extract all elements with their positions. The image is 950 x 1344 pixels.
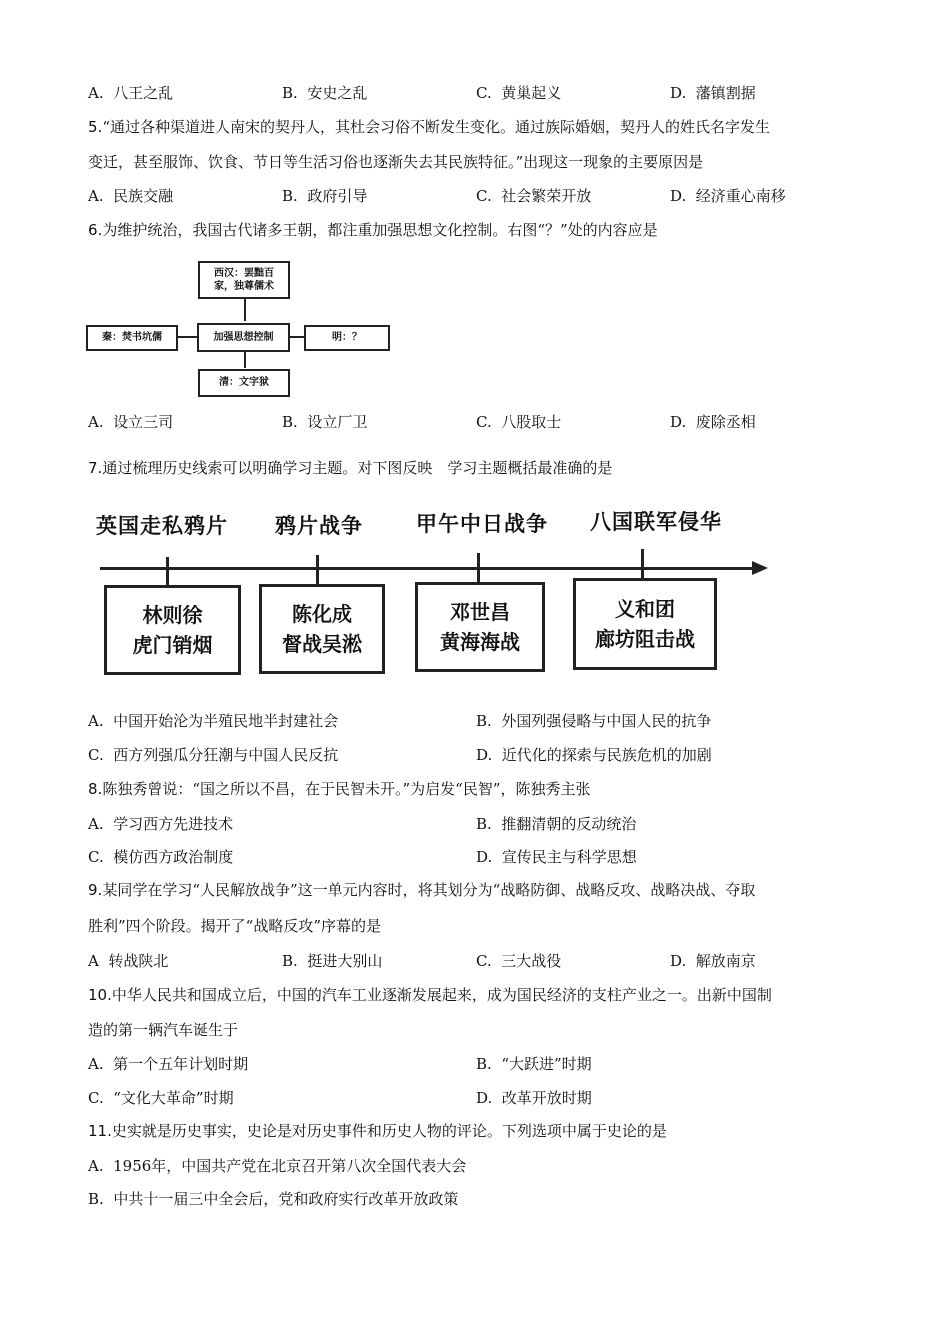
q7-number: 7. xyxy=(88,459,103,477)
timeline-box-1-l1: 林则徐 xyxy=(142,603,203,627)
timeline-box-4-l2: 廊坊阻击战 xyxy=(595,627,695,651)
q9-option-b: B. 挺进大别山 xyxy=(282,952,383,970)
q11-text: 史实就是历史事实，史论是对历史事件和历史人物的评论。下列选项中属于史论的是 xyxy=(111,1122,667,1140)
timeline-box-1 xyxy=(104,585,241,675)
q9-stem-line2: 胜利”四个阶段。揭开了“战略反攻”序幕的是 xyxy=(88,917,382,935)
q8-option-a: A. 学习西方先进技术 xyxy=(88,815,234,833)
timeline-box-3 xyxy=(415,582,545,672)
q8-option-d: D. 宣传民主与科学思想 xyxy=(476,848,637,866)
q7-stem xyxy=(88,457,612,478)
q10-option-c: C. “文化大革命”时期 xyxy=(88,1089,234,1107)
timeline-box-1-l2: 虎门销烟 xyxy=(132,633,213,657)
q5-option-d: D. 经济重心南移 xyxy=(670,187,786,205)
timeline-tick-4 xyxy=(641,549,644,579)
q9-option-d: D. 解放南京 xyxy=(670,952,756,970)
q6-text: 为维护统治，我国古代诸多王朝，都注重加强思想文化控制。右图“？”处的内容应是 xyxy=(102,221,658,239)
q9-option-c: C. 三大战役 xyxy=(476,952,562,970)
q7-option-a: A. 中国开始沦为半殖民地半封建社会 xyxy=(88,712,339,730)
q4-option-a: A. 八王之乱 xyxy=(88,84,174,102)
q8-number: 8. xyxy=(88,780,103,798)
q6-option-d: D. 废除丞相 xyxy=(670,413,756,431)
q11-stem xyxy=(88,1120,667,1141)
q6-option-c: C. 八股取士 xyxy=(476,413,562,431)
timeline-axis xyxy=(100,567,755,570)
q11-option-b: B. 中共十一届三中全会后，党和政府实行改革开放政策 xyxy=(88,1190,459,1208)
q5-option-b: B. 政府引导 xyxy=(282,187,368,205)
connector-right xyxy=(288,336,304,338)
timeline-box-2-l1: 陈化成 xyxy=(292,602,352,626)
q11-option-a: A. 1956年，中国共产党在北京召开第八次全国代表大会 xyxy=(88,1157,467,1175)
q10-stem-line1 xyxy=(88,984,772,1005)
q10-option-b: B. “大跃进”时期 xyxy=(476,1055,592,1073)
timeline-head-4: 八国联军侵华 xyxy=(590,510,722,534)
diagram-box-ming: 明：？ xyxy=(304,325,390,351)
q5-stem-line2: 变迁，甚至服饰、饮食、节日等生活习俗也逐渐失去其民族特征。”出现这一现象的主要原因是 xyxy=(88,153,704,171)
connector-top xyxy=(244,297,246,321)
q8-text: 陈独秀曾说：“国之所以不昌，在于民智未开。”为启发“民智”，陈独秀主张 xyxy=(102,780,591,798)
timeline-box-2-l2: 督战吴淞 xyxy=(282,632,362,656)
timeline-box-4-l1: 义和团 xyxy=(615,597,675,621)
diagram-box-center: 加强思想控制 xyxy=(197,323,290,352)
diagram-box-xihan xyxy=(198,261,290,299)
timeline-tick-3 xyxy=(477,553,480,583)
timeline-box-4 xyxy=(573,578,717,670)
q5-option-a: A. 民族交融 xyxy=(88,187,174,205)
q5-number: 5. xyxy=(88,118,103,136)
q7-text: 通过梳理历史线索可以明确学习主题。对下图反映 学习主题概括最准确的是 xyxy=(102,459,613,477)
timeline-box-2 xyxy=(259,584,385,674)
q10-text-1: 中华人民共和国成立后，中国的汽车工业逐渐发展起来，成为国民经济的支柱产业之一。出新中国制 xyxy=(111,986,772,1004)
q6-stem xyxy=(88,219,658,240)
q5-text-1: “通过各种渠道进人南宋的契丹人，其杜会习俗不断发生变化。通过族际婚姻，契丹人的姓氏名字发生 xyxy=(102,118,770,136)
q4-option-d: D. 藩镇割据 xyxy=(670,84,756,102)
q10-number: 10. xyxy=(88,986,112,1004)
q5-option-c: C. 社会繁荣开放 xyxy=(476,187,592,205)
q5-stem-line1 xyxy=(88,116,770,137)
connector-bottom xyxy=(244,350,246,368)
diagram-box-qin: 秦：焚书坑儒 xyxy=(86,325,178,351)
q7-option-c: C. 西方列强瓜分狂潮与中国人民反抗 xyxy=(88,746,339,764)
timeline-head-2: 鸦片战争 xyxy=(275,514,363,538)
timeline-head-3: 甲午中日战争 xyxy=(416,512,548,536)
diagram-box-qing: 清：文字狱 xyxy=(198,369,290,397)
q4-option-c: C. 黄巢起义 xyxy=(476,84,562,102)
timeline-tick-1 xyxy=(166,557,169,585)
q9-text-1: 某同学在学习“人民解放战争”这一单元内容时，将其划分为“战略防御、战略反攻、战略决战、夺取 xyxy=(102,881,756,899)
q10-option-a: A. 第一个五年计划时期 xyxy=(88,1055,249,1073)
q6-option-a: A. 设立三司 xyxy=(88,413,174,431)
diagram-box-xihan-l2: 家，独尊儒术 xyxy=(214,281,274,292)
q9-option-a: A 转战陕北 xyxy=(88,952,169,970)
q10-stem-line2: 造的第一辆汽车诞生于 xyxy=(88,1021,239,1039)
q6-number: 6. xyxy=(88,221,103,239)
timeline-head-1: 英国走私鸦片 xyxy=(96,514,228,538)
q7-option-b: B. 外国列强侵略与中国人民的抗争 xyxy=(476,712,712,730)
q4-option-b: B. 安史之乱 xyxy=(282,84,368,102)
timeline-arrow-icon xyxy=(752,561,768,575)
timeline-box-3-l2: 黄海海战 xyxy=(440,630,520,654)
timeline-box-3-l1: 邓世昌 xyxy=(450,600,510,624)
q8-option-b: B. 推翻清朝的反动统治 xyxy=(476,815,637,833)
q9-number: 9. xyxy=(88,881,103,899)
q8-stem xyxy=(88,778,591,799)
q11-number: 11. xyxy=(88,1122,112,1140)
q7-option-d: D. 近代化的探索与民族危机的加剧 xyxy=(476,746,712,764)
connector-left xyxy=(176,336,197,338)
q8-option-c: C. 模仿西方政治制度 xyxy=(88,848,234,866)
q10-option-d: D. 改革开放时期 xyxy=(476,1089,592,1107)
q6-option-b: B. 设立厂卫 xyxy=(282,413,368,431)
timeline-tick-2 xyxy=(316,555,319,585)
q9-stem-line1 xyxy=(88,879,755,900)
diagram-box-xihan-l1: 西汉：罢黜百 xyxy=(214,267,274,279)
